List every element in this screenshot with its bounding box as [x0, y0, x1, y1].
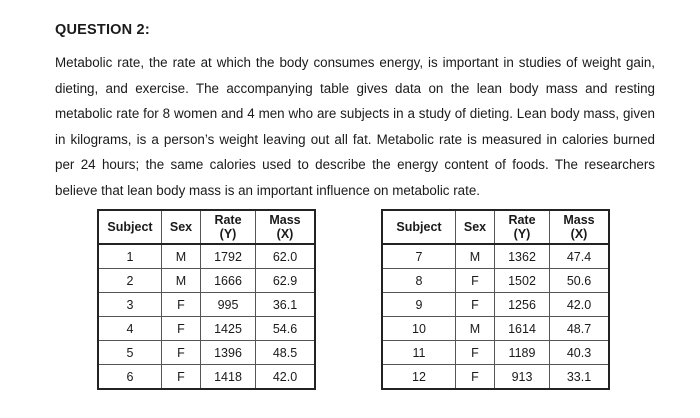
header-sex: Sex: [162, 210, 201, 244]
table-row: [382, 365, 609, 390]
header-rate: [495, 210, 550, 244]
cell-rate: 913: [495, 365, 550, 390]
cell-rate: 1189: [495, 341, 550, 365]
table-row: [98, 341, 315, 365]
cell-rate: 995: [201, 293, 256, 317]
header-rate: [201, 210, 256, 244]
header-rate-var: (Y): [513, 227, 531, 241]
table-row: [98, 317, 315, 341]
cell-mass: 42.0: [256, 365, 316, 390]
header-mass-label: Mass: [563, 213, 595, 227]
cell-sex: F: [162, 365, 201, 390]
cell-subject: 1: [98, 244, 162, 269]
question-paragraph: Metabolic rate, the rate at which the body consumes energy, is important in studies of weight gain, dieting, and exercise. The accompanying table gives data on the lean body mass and resting metabolic rate for 8 women and 4 men who are subjects in a study of dieting. Lean body mass, given in kilograms, is a person’s weight leaving out all fat. Metabolic rate is measured in calories burned per 24 hours; the same calories used to describe the energy content of foods. The researchers believe that lean body mass is an important influence on metabolic rate.: [55, 55, 655, 198]
cell-subject: 4: [98, 317, 162, 341]
header-subject: Subject: [98, 210, 162, 244]
table-row: [98, 293, 315, 317]
cell-mass: 33.1: [550, 365, 610, 390]
table-header-row: [98, 210, 315, 244]
cell-sex: F: [456, 269, 495, 293]
table-row: [98, 365, 315, 390]
table-row: [98, 244, 315, 269]
table-row: [382, 244, 609, 269]
cell-sex: F: [456, 365, 495, 390]
header-mass: [550, 210, 610, 244]
cell-subject: 5: [98, 341, 162, 365]
header-mass: [256, 210, 316, 244]
table-header-row: [382, 210, 609, 244]
cell-subject: 8: [382, 269, 456, 293]
cell-sex: M: [162, 244, 201, 269]
cell-rate: 1418: [201, 365, 256, 390]
cell-rate: 1792: [201, 244, 256, 269]
header-mass-var: (X): [570, 227, 588, 241]
cell-rate: 1614: [495, 317, 550, 341]
cell-subject: 11: [382, 341, 456, 365]
cell-mass: 50.6: [550, 269, 610, 293]
header-rate-label: Rate: [214, 213, 242, 227]
cell-subject: 6: [98, 365, 162, 390]
cell-sex: F: [162, 341, 201, 365]
cell-mass: 62.0: [256, 244, 316, 269]
header-sex: Sex: [456, 210, 495, 244]
cell-sex: F: [456, 341, 495, 365]
cell-sex: F: [456, 293, 495, 317]
cell-rate: 1666: [201, 269, 256, 293]
cell-rate: 1396: [201, 341, 256, 365]
table-row: [98, 269, 315, 293]
table-row: [382, 269, 609, 293]
cell-sex: M: [162, 269, 201, 293]
header-mass-label: Mass: [269, 213, 301, 227]
question-title: QUESTION 2:: [55, 22, 150, 38]
cell-rate: 1362: [495, 244, 550, 269]
cell-subject: 10: [382, 317, 456, 341]
cell-rate: 1425: [201, 317, 256, 341]
cell-subject: 12: [382, 365, 456, 390]
cell-mass: 54.6: [256, 317, 316, 341]
table-row: [382, 317, 609, 341]
header-mass-var: (X): [276, 227, 294, 241]
cell-mass: 40.3: [550, 341, 610, 365]
data-table-right: [381, 209, 610, 390]
table-row: [382, 293, 609, 317]
header-rate-label: Rate: [508, 213, 536, 227]
table-row: [382, 341, 609, 365]
cell-subject: 9: [382, 293, 456, 317]
cell-mass: 42.0: [550, 293, 610, 317]
cell-sex: M: [456, 317, 495, 341]
cell-mass: 36.1: [256, 293, 316, 317]
table-left-body: [98, 244, 315, 389]
cell-mass: 48.5: [256, 341, 316, 365]
data-table-left: [97, 209, 316, 390]
cell-subject: 7: [382, 244, 456, 269]
header-subject: Subject: [382, 210, 456, 244]
cell-mass: 62.9: [256, 269, 316, 293]
cell-rate: 1502: [495, 269, 550, 293]
cell-sex: F: [162, 293, 201, 317]
cell-sex: M: [456, 244, 495, 269]
cell-mass: 48.7: [550, 317, 610, 341]
cell-rate: 1256: [495, 293, 550, 317]
cell-subject: 3: [98, 293, 162, 317]
cell-subject: 2: [98, 269, 162, 293]
table-right-body: [382, 244, 609, 389]
cell-mass: 47.4: [550, 244, 610, 269]
cell-sex: F: [162, 317, 201, 341]
header-rate-var: (Y): [219, 227, 237, 241]
